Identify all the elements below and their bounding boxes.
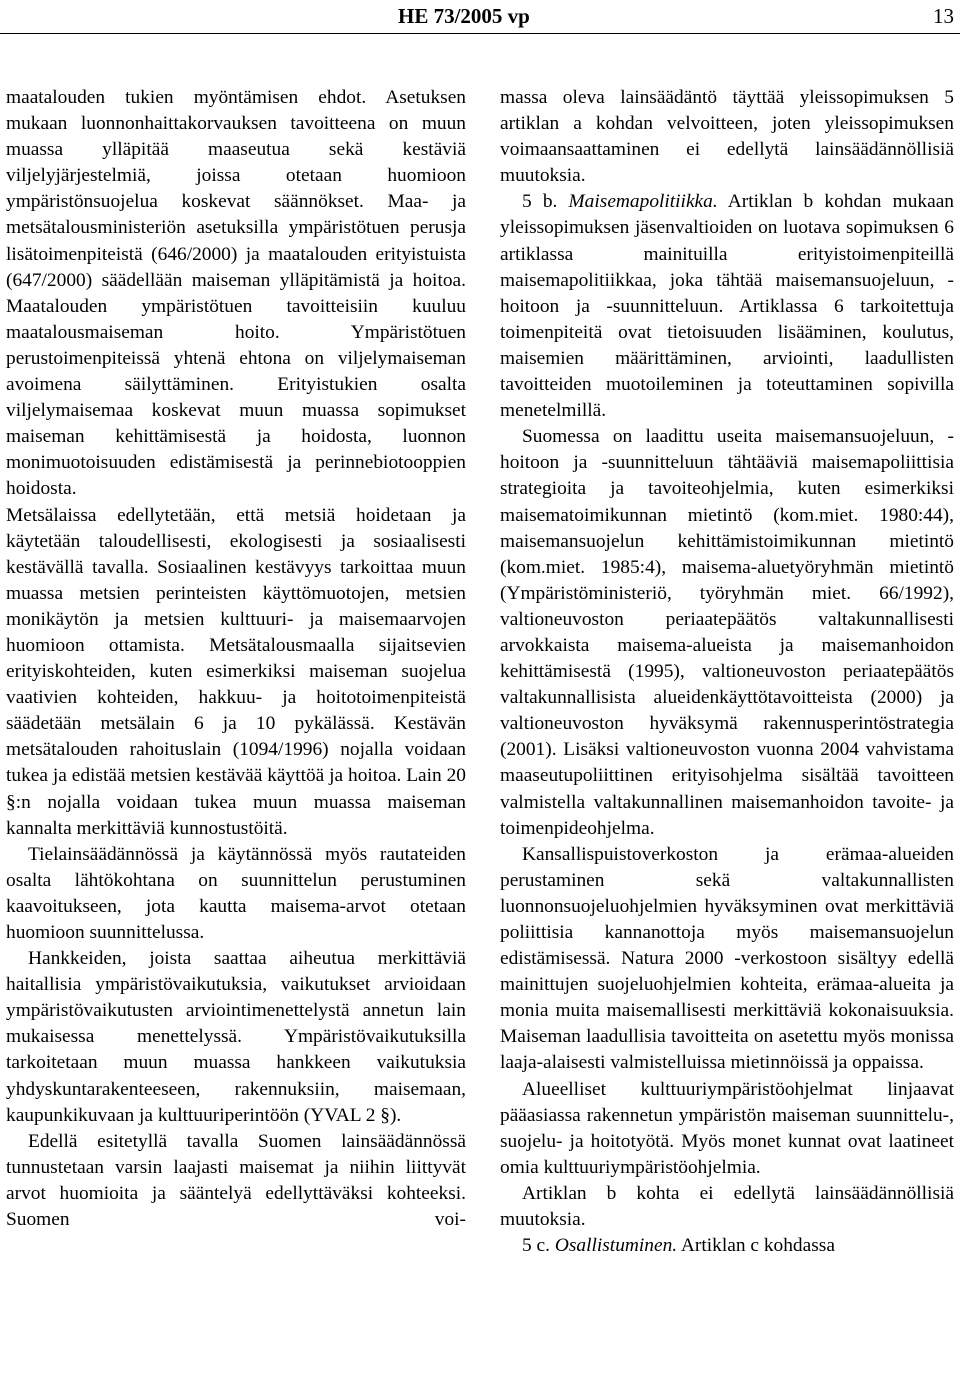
- paragraph: Alueelliset kulttuuriympäristöohjelmat linjaavat pääasiassa rakennetun ympäristön maiseman suunnittelu-, suojelu- ja hoitotyötä. Myös monet kunnat ovat laatineet omia kulttuuriympäristöohjelmia.: [500, 1078, 954, 1178]
- section-number: 5 b.: [522, 191, 569, 213]
- left-column: [6, 85, 466, 1233]
- paragraph: Suomessa on laadittu useita maisemansuojeluun, -hoitoon ja -suunnitteluun tähtääviä maisemapoliittisia strategioita ja tavoiteohjelmia, kuten esimerkiksi maisematoimikunnan mietintö (kom.miet. 1980:44), maisemansuojelun kehittämistoimikunnan mietintö (kom.miet. 1985:4), maisema-aluetyöryhmän mietintö (Ympäristöministeriö, työryhmän miet. 66/1992), valtioneuvoston periaatepäätös valtakunnallisesti arvokkaista maisema-alueista ja maisemanhoidon kehittämisestä (1995), valtioneuvoston periaatepäätös valtakunnallisista alueidenkäyttötavoitteista (2000) ja valtioneuvoston hyväksymä rakennusperintöstrategia (2001). Lisäksi valtioneuvoston vuonna 2004 vahvistama maaseutupoliittinen erityisohjelma sisältää tavoitteen valmistella valtakunnallinen maisemanhoidon tavoite- ja toimenpideohjelma.: [500, 426, 954, 839]
- document-id: HE 73/2005 vp: [398, 4, 530, 28]
- paragraph: Artiklan b kohta ei edellytä lainsäädännöllisiä muutoksia.: [500, 1182, 954, 1231]
- header-rule: [0, 33, 960, 34]
- paragraph: [500, 1233, 954, 1259]
- paragraph: Hankkeiden, joista saattaa aiheutua merkittäviä haitallisia ympäristövaikutuksia, vaikutukset arvioidaan ympäristövaikutusten arviointimenettelystä annetun lain mukaisessa menettelyssä. Ympäristövaikutuksilla tarkoitetaan muun muassa hankkeen vaikutuksia yhdyskuntarakenteeseen, rakennuksiin, maisemaan, kaupunkikuvaan ja kulttuuriperintöön (YVAL 2 §).: [6, 948, 466, 1126]
- paragraph: maatalouden tukien myöntämisen ehdot. Asetuksen mukaan luonnonhaittakorvauksen tavoitteena on muun muassa ylläpitää maaseutua sekä kestäviä viljelyjärjestelmiä, joissa otetaan huomioon ympäristönsuojelua koskevat säännökset. Maa- ja metsätalousministeriön asetuksilla ympäristötuen perusja lisätoimenpiteistä (646/2000) ja maatalouden erityistuista (647/2000) säädellään maiseman ylläpitämistä ja hoitoa. Maatalouden ympäristötuen tavoitteisiin kuuluu maatalousmaiseman hoito. Ympäristötuen perustoimenpiteissä yhtenä ehtona on viljelymaiseman avoimena säilyttäminen. Erityistukien osalta viljelymaisemaa koskevat muun muassa sopimukset maiseman kehittämisestä ja hoidosta, luonnon monimuotoisuuden edistämisestä ja perinnebiotooppien hoidosta.: [6, 87, 466, 500]
- paragraph: massa oleva lainsäädäntö täyttää yleissopimuksen 5 artiklan a kohdan velvoitteen, joten yleissopimuksen voimaansaattaminen ei edellytä lainsäädännöllisiä muutoksia.: [500, 87, 954, 187]
- paragraph: [500, 189, 954, 424]
- section-title: Osallistuminen.: [554, 1235, 678, 1257]
- section-body: Artiklan c kohdassa: [677, 1235, 835, 1257]
- section-number: 5 c.: [522, 1235, 555, 1257]
- page-number: 13: [933, 4, 954, 28]
- paragraph: Metsälaissa edellytetään, että metsiä hoidetaan ja käytetään taloudellisesti, ekologisesti ja sosiaalisesti kestävällä tavalla. Sosiaalinen kestävyys tarkoittaa muun muassa metsien perinteisten käyttömuotojen, metsien monikäytön ja metsien kulttuuri- ja maisemaarvojen huomioon ottamista. Metsätalousmaalla sijaitsevien erityiskohteiden, kuten esimerkiksi maiseman suojelua vaativien kohteiden, hakkuu- ja hoitotoimenpiteistä säädetään metsälain 6 ja 10 pykälässä. Kestävän metsätalouden rahoituslain (1094/1996) nojalla voidaan tukea ja edistää metsien kestävää käyttöä ja hoitoa. Lain 20 §:n nojalla voidaan tukea muun muassa maiseman kannalta merkittäviä kunnostustöitä.: [6, 504, 466, 839]
- paragraph: Tielainsäädännössä ja käytännössä myös rautateiden osalta lähtökohtana on suunnittelun perustuminen kaavoitukseen, jota kautta maisema-arvot otetaan huomioon suunnittelussa.: [6, 843, 466, 943]
- section-body: Artiklan b kohdan mukaan yleissopimuksen jäsenvaltioiden on luotava sopimuksen 6 artiklassa mainituilla erityistoimenpiteillä maisemapolitiikkaa, joka tähtää maisemansuojeluun, -hoitoon ja -suunnitteluun. Artiklassa 6 tarkoitettuja toimenpiteitä ovat tietoisuuden lisääminen, koulutus, maisemien määrittäminen, arviointi, laadullisten tavoitteiden muotoileminen ja toteuttaminen sopivilla menetelmillä.: [500, 191, 954, 422]
- section-title: Maisemapolitiikka.: [568, 191, 718, 213]
- page-header: [0, 0, 960, 40]
- paragraph: Kansallispuistoverkoston ja erämaa-alueiden perustaminen sekä valtakunnallisten luonnonsuojeluohjelmien hyväksyminen ovat merkittäviä poliittisia kannanottoja myös maisemansuojelun edistämisessä. Natura 2000 -verkostoon sisältyy edellä mainittujen suojeluohjelmien kohteita, erämaa-alueita ja monia muita maisemallisesti merkittäviä kokonaisuuksia. Maiseman laadullisia tavoitteita on asetettu myös monissa laaja-alaisesti valmistelluissa mietinnöissä ja oppaissa.: [500, 843, 954, 1074]
- right-column: [500, 85, 954, 1259]
- paragraph: Edellä esitetyllä tavalla Suomen lainsäädännössä tunnustetaan varsin laajasti maisemat ja niihin liittyvät arvot huomioita ja sääntelyä edellyttäväksi kohteeksi. Suomen voi-: [6, 1130, 466, 1231]
